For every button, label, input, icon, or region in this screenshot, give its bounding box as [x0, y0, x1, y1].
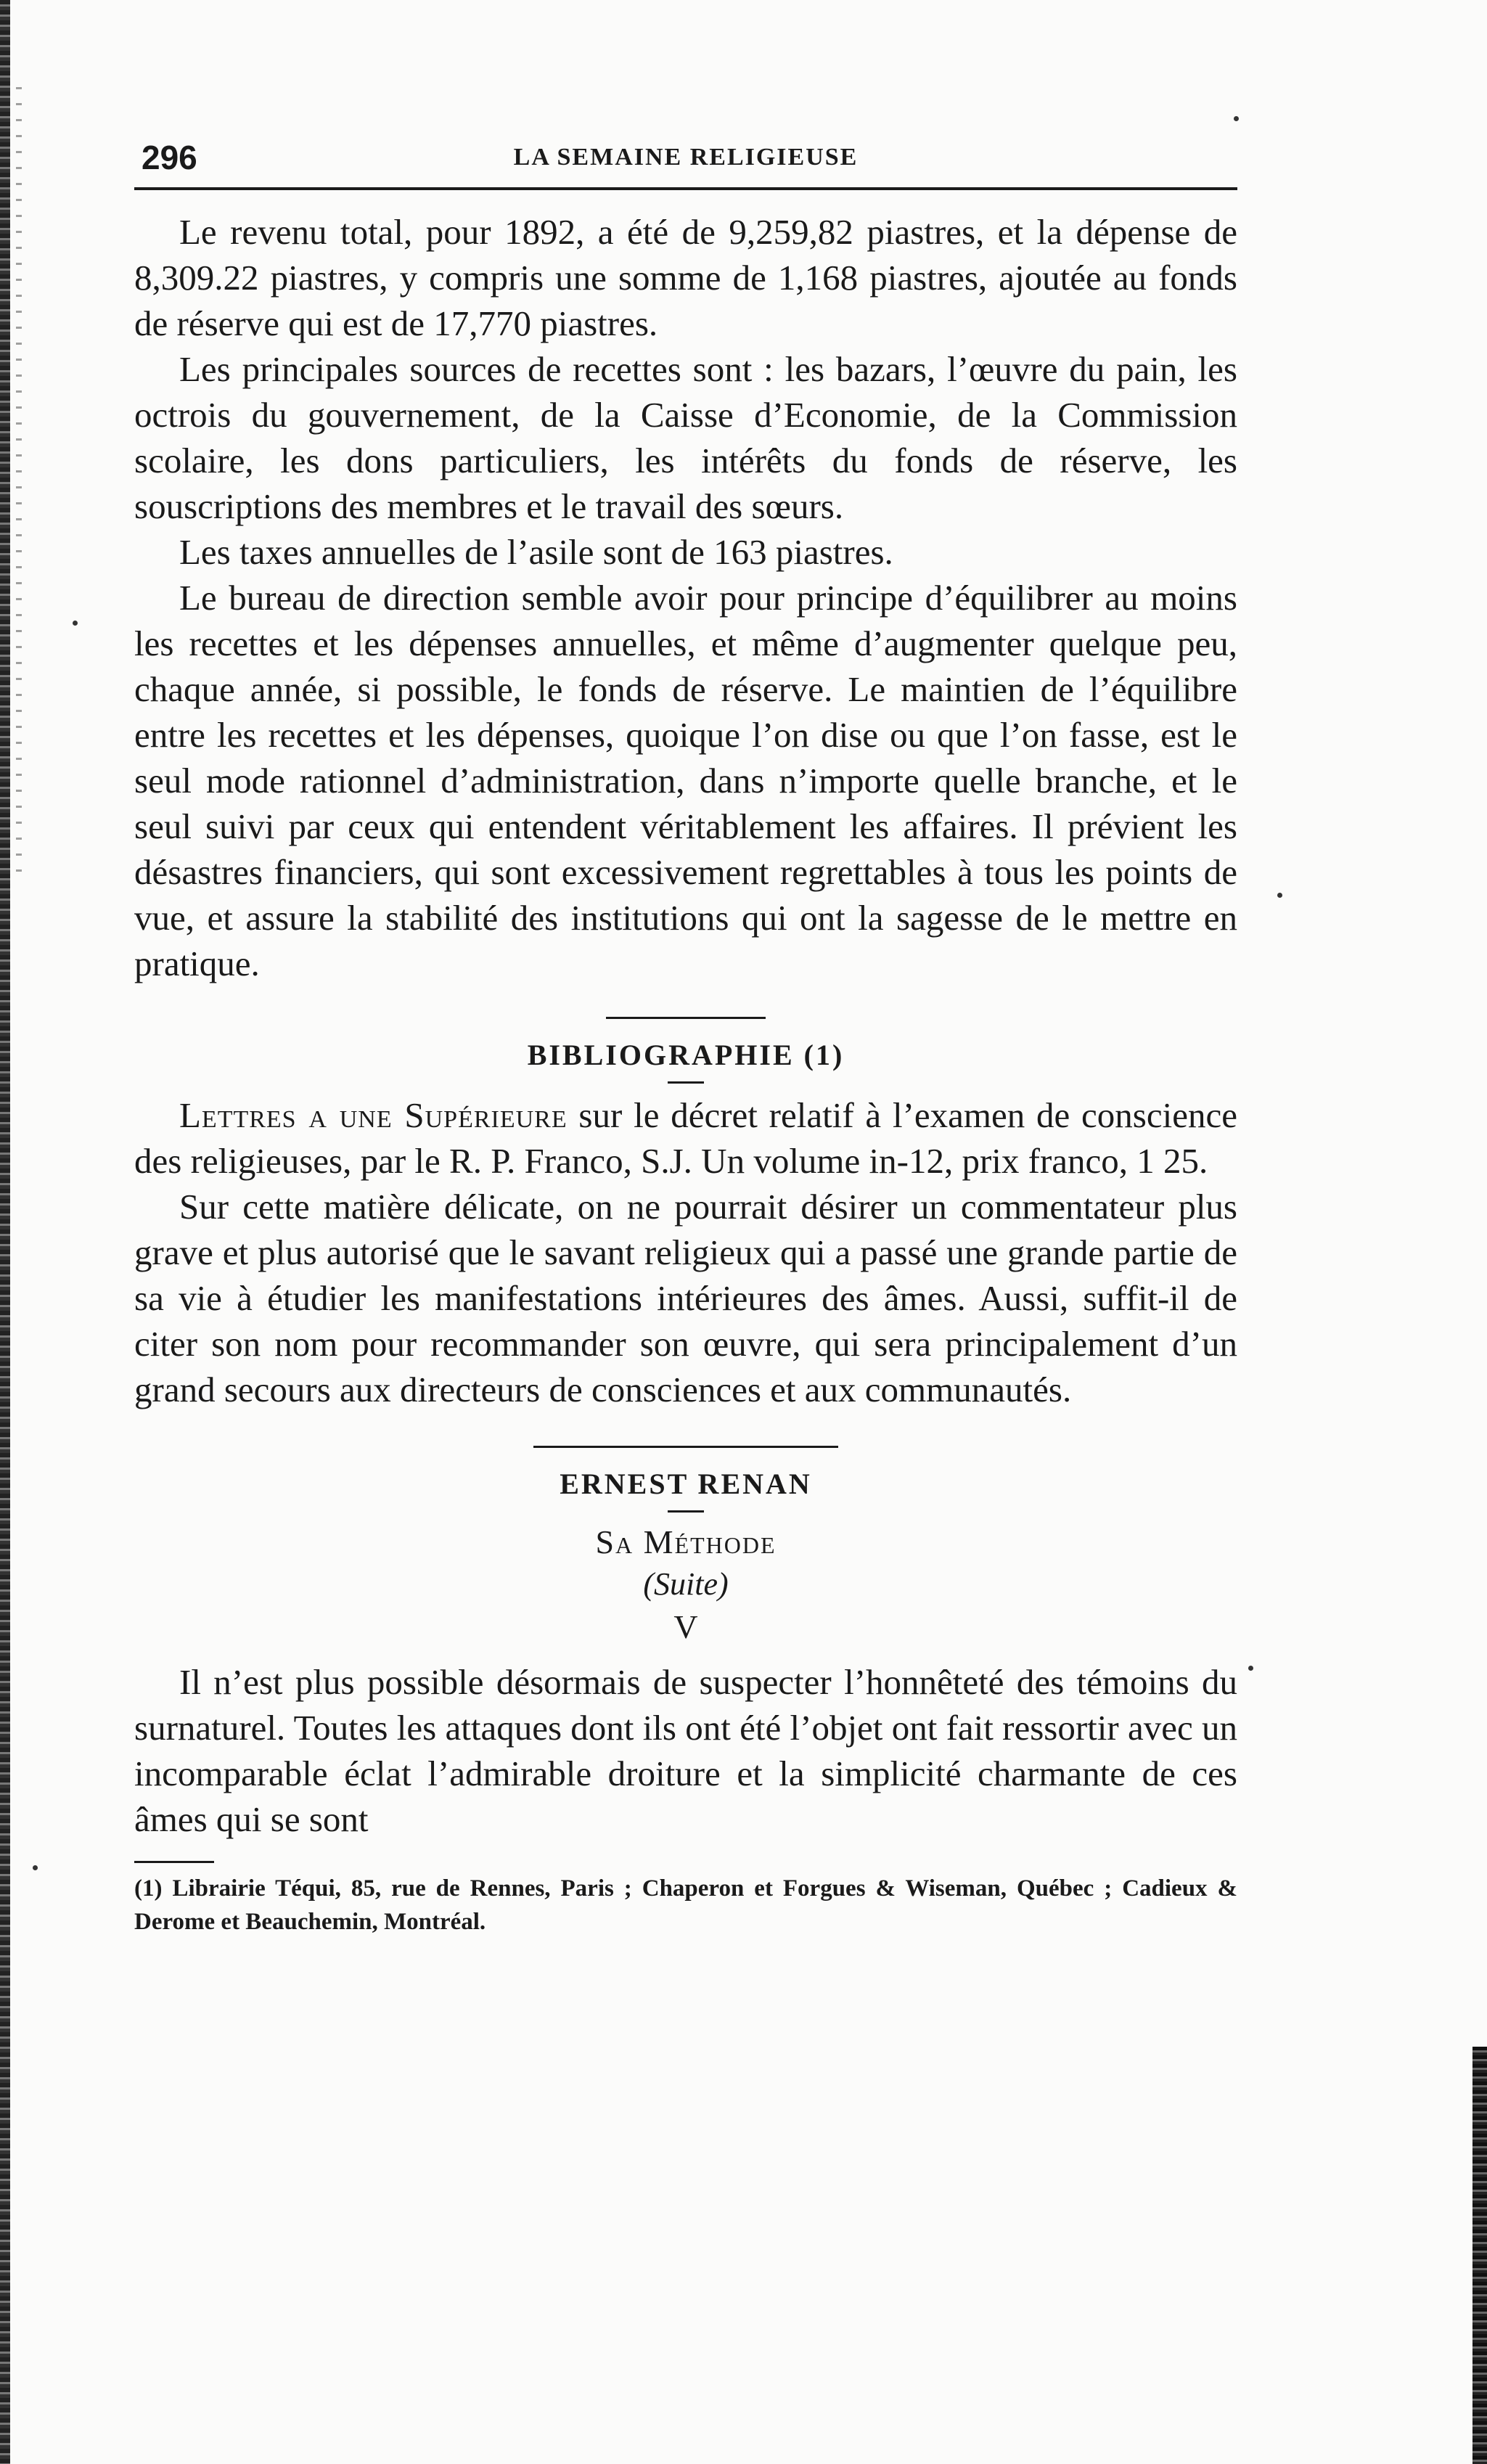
footnote: (1) Librairie Téqui, 85, rue de Rennes, Paris ; Chaperon et Forgues & Wiseman, Québec ; Cadieux & Derome et Beauchemin, Montréal.: [134, 1875, 1237, 1935]
scan-speck: [33, 1865, 38, 1870]
bibliography-entry: [134, 1092, 1237, 1184]
header-rule: [134, 187, 1237, 190]
scan-speck: [1277, 893, 1282, 898]
section-divider: [606, 1017, 766, 1019]
renan-suite: (Suite): [643, 1566, 729, 1602]
scan-left-edge: [0, 0, 10, 2464]
book-details: sur le décret relatif à l’examen de conscience des religieuses, par le R. P. Franco, S.J. Un volume in-12, prix franco, 1 25.: [134, 1095, 1237, 1181]
scan-speck: [1248, 1666, 1253, 1671]
footnote-rule: [134, 1861, 214, 1863]
renan-title: ERNEST RENAN: [560, 1468, 812, 1500]
book-title: Lettres a une Supérieure: [179, 1095, 568, 1135]
page-header: [134, 131, 1237, 181]
renan-paragraph: Il n’est plus possible désormais de suspecter l’honnêteté des témoins du surnaturel. Toutes les attaques dont ils ont été l’objet ont fait ressortir avec un incomparable éclat l’admirable droiture et la simplicité charmante de ces âmes qui se sont: [134, 1662, 1237, 1839]
title-underline: [668, 1510, 704, 1513]
scan-right-edge: [1472, 2047, 1487, 2464]
bibliography-review: Sur cette matière délicate, on ne pourrait désirer un commentateur plus grave et plus autorisé que le savant religieux qui a passé une grande partie de sa vie à étudier les manifestations intérieures des âmes. Aussi, suffit-il de citer son nom pour recommander son œuvre, qui sera principalement d’un grand secours aux directeurs de consciences et aux communautés.: [134, 1187, 1237, 1409]
paragraph-taxes: Les taxes annuelles de l’asile sont de 163 piastres.: [179, 532, 893, 572]
chapter-number: V: [673, 1608, 698, 1645]
page-number: 296: [142, 139, 197, 176]
section-divider: [533, 1446, 838, 1448]
running-title: LA SEMAINE RELIGIEUSE: [513, 144, 859, 171]
renan-subtitle: Sa Méthode: [595, 1523, 777, 1560]
bibliography-title: BIBLIOGRAPHIE (1): [527, 1039, 845, 1071]
text-column: [134, 131, 1237, 1939]
paragraph-revenue: Le revenu total, pour 1892, a été de 9,259,82 piastres, et la dépense de 8,309.22 piastres, y compris une somme de 1,168 piastres, ajoutée au fonds de réserve qui est de 17,770 piastres.: [134, 212, 1237, 343]
paragraph-bureau: Le bureau de direction semble avoir pour principe d’équilibrer au moins les recettes et les dépenses annuelles, et même d’augmenter quelque peu, chaque année, si possible, le fonds de réserve. Le maintien de l’équilibre entre les recettes et les dépenses, quoique l’on dise ou que l’on fasse, est le seul mode rationnel d’administration, dans n’importe quelle branche, et le seul suivi par ceux qui entendent véritablement les affaires. Il prévient les désastres financiers, qui sont excessivement regrettables à tous les points de vue, et assure la stabilité des institutions qui ont la sagesse de le mettre en pratique.: [134, 578, 1237, 983]
scan-speck: [1234, 116, 1239, 121]
title-underline: [668, 1081, 704, 1084]
scan-left-specks: [16, 87, 22, 885]
scan-speck: [73, 621, 78, 626]
paragraph-sources: Les principales sources de recettes sont : les bazars, l’œuvre du pain, les octrois du gouvernement, de la Caisse d’Economie, de la Commission scolaire, les dons particuliers, les intérêts du fonds de réserve, les souscriptions des membres et le travail des sœurs.: [134, 349, 1237, 526]
